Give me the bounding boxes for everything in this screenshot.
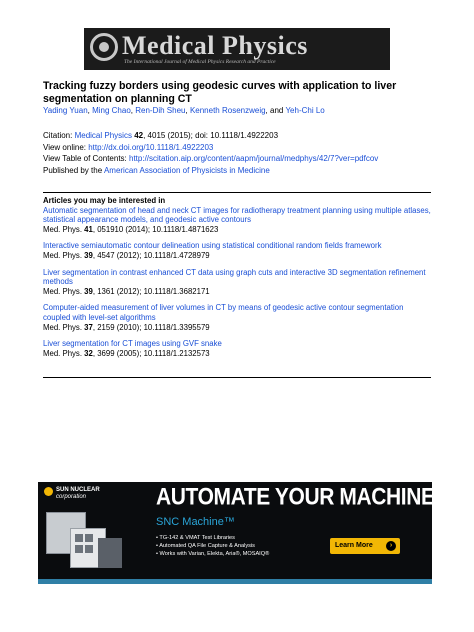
- author-link[interactable]: Ming Chao: [92, 106, 131, 115]
- related-journal: Med. Phys.: [43, 224, 82, 234]
- related-journal: Med. Phys.: [43, 286, 82, 296]
- publisher-line: [43, 165, 443, 177]
- related-journal: Med. Phys.: [43, 250, 82, 260]
- ad-feature-item: • TG-142 & VMAT Test Libraries: [156, 535, 235, 541]
- related-title-link[interactable]: Liver segmentation in contrast enhanced CT data using graph cuts and interactive 3D segmentation refinement methods: [43, 267, 426, 287]
- ad-feature-item: • Works with Varian, Elekta, Aria®, MOSAIQ®: [156, 551, 270, 557]
- related-details: , 2159 (2010); 10.1118/1.3395579: [92, 322, 210, 332]
- advertiser-brand: [56, 487, 116, 500]
- citation-details: , 4015 (2015); doi: 10.1118/1.4922203: [143, 131, 279, 140]
- related-articles: [43, 196, 431, 365]
- related-details: , 3699 (2005); 10.1118/1.2132573: [92, 348, 210, 358]
- related-title-link[interactable]: Computer-aided measurement of liver volumes in CT by means of geodesic active contour segmentation coupled with level-set algorithms: [43, 303, 404, 322]
- related-volume: 41: [84, 224, 93, 234]
- related-details: , 1361 (2012); 10.1118/1.3682171: [92, 286, 210, 296]
- citation-volume: 42: [134, 131, 144, 140]
- related-item: [43, 241, 431, 260]
- ad-accent-stripe: [38, 579, 432, 584]
- view-online-label: View online:: [43, 142, 86, 152]
- related-volume: 37: [84, 322, 93, 332]
- related-item: [43, 303, 431, 332]
- citation-label: Citation:: [43, 131, 73, 140]
- journal-name: Medical Physics: [122, 31, 308, 60]
- chevron-right-icon: ›: [386, 541, 396, 551]
- learn-more-label: Learn More: [335, 542, 373, 549]
- related-details: , 051910 (2014); 10.1118/1.4871623: [92, 224, 219, 234]
- related-volume: 39: [84, 250, 93, 260]
- author-connector: and: [270, 106, 284, 115]
- author-link[interactable]: Ren-Dih Sheu: [135, 106, 186, 115]
- sun-logo-icon: [44, 487, 53, 496]
- related-item: [43, 268, 431, 297]
- related-volume: 39: [84, 286, 93, 296]
- publisher-link[interactable]: American Association of Physicists in Medicine: [103, 165, 270, 175]
- author-link[interactable]: Yading Yuan: [43, 106, 88, 115]
- ad-feature-item: • Automated QA File Capture & Analysis: [156, 543, 255, 549]
- related-item: [43, 206, 431, 235]
- related-item: [43, 339, 431, 358]
- related-title-link[interactable]: Interactive semiautomatic contour delineation using statistical conditional random fields framework: [43, 241, 382, 251]
- advertiser-suffix: corporation: [56, 493, 87, 500]
- citation-line: [43, 130, 443, 142]
- related-title-link[interactable]: Liver segmentation for CT images using GVF snake: [43, 339, 222, 349]
- related-volume: 32: [84, 348, 93, 358]
- toc-line: [43, 153, 443, 165]
- journal-subtitle: The International Journal of Medical Physics Research and Practice: [124, 59, 276, 65]
- article-title: Tracking fuzzy borders using geodesic curves with application to liver segmentation on planning CT: [43, 80, 397, 105]
- author-link[interactable]: Kenneth Rosenzweig: [189, 106, 266, 115]
- related-journal: Med. Phys.: [43, 348, 82, 358]
- view-online-line: [43, 142, 443, 154]
- related-title-link[interactable]: Automatic segmentation of head and neck CT images for radiotherapy treatment planning using multiple atlases, statistical appearance models, and geodesic active contours: [43, 205, 431, 225]
- toc-link[interactable]: http://scitation.aip.org/content/aapm/journal/medphys/42/7?ver=pdfcov: [129, 154, 379, 163]
- related-journal: Med. Phys.: [43, 322, 82, 332]
- ad-feature-list: [156, 534, 269, 558]
- journal-logo-icon: [90, 33, 118, 61]
- divider-top: [43, 192, 431, 193]
- publisher-label: Published by the: [43, 165, 103, 175]
- ad-headline: AUTOMATE YOUR MACHINE QA: [156, 484, 471, 511]
- journal-banner[interactable]: [84, 28, 390, 70]
- learn-more-button[interactable]: [330, 538, 400, 554]
- related-heading: Articles you may be interested in: [43, 196, 166, 205]
- advertiser-name: SUN NUCLEAR: [56, 487, 100, 493]
- doi-link[interactable]: http://dx.doi.org/10.1118/1.4922203: [88, 142, 214, 152]
- citation-journal-link[interactable]: Medical Physics: [74, 131, 132, 140]
- article-meta: [43, 130, 443, 176]
- machine-qa-device-image: [46, 508, 120, 570]
- toc-label: View Table of Contents:: [43, 154, 127, 163]
- author-link[interactable]: Yeh-Chi Lo: [285, 106, 325, 115]
- author-list: Yading Yuan, Ming Chao, Ren-Dih Sheu, Kenneth Rosenzweig, and Yeh-Chi Lo: [43, 106, 325, 115]
- ad-product-name: SNC Machine™: [156, 516, 235, 528]
- divider-bottom: [43, 377, 431, 378]
- related-details: , 4547 (2012); 10.1118/1.4728979: [92, 250, 210, 260]
- advertisement-banner[interactable]: [38, 482, 471, 584]
